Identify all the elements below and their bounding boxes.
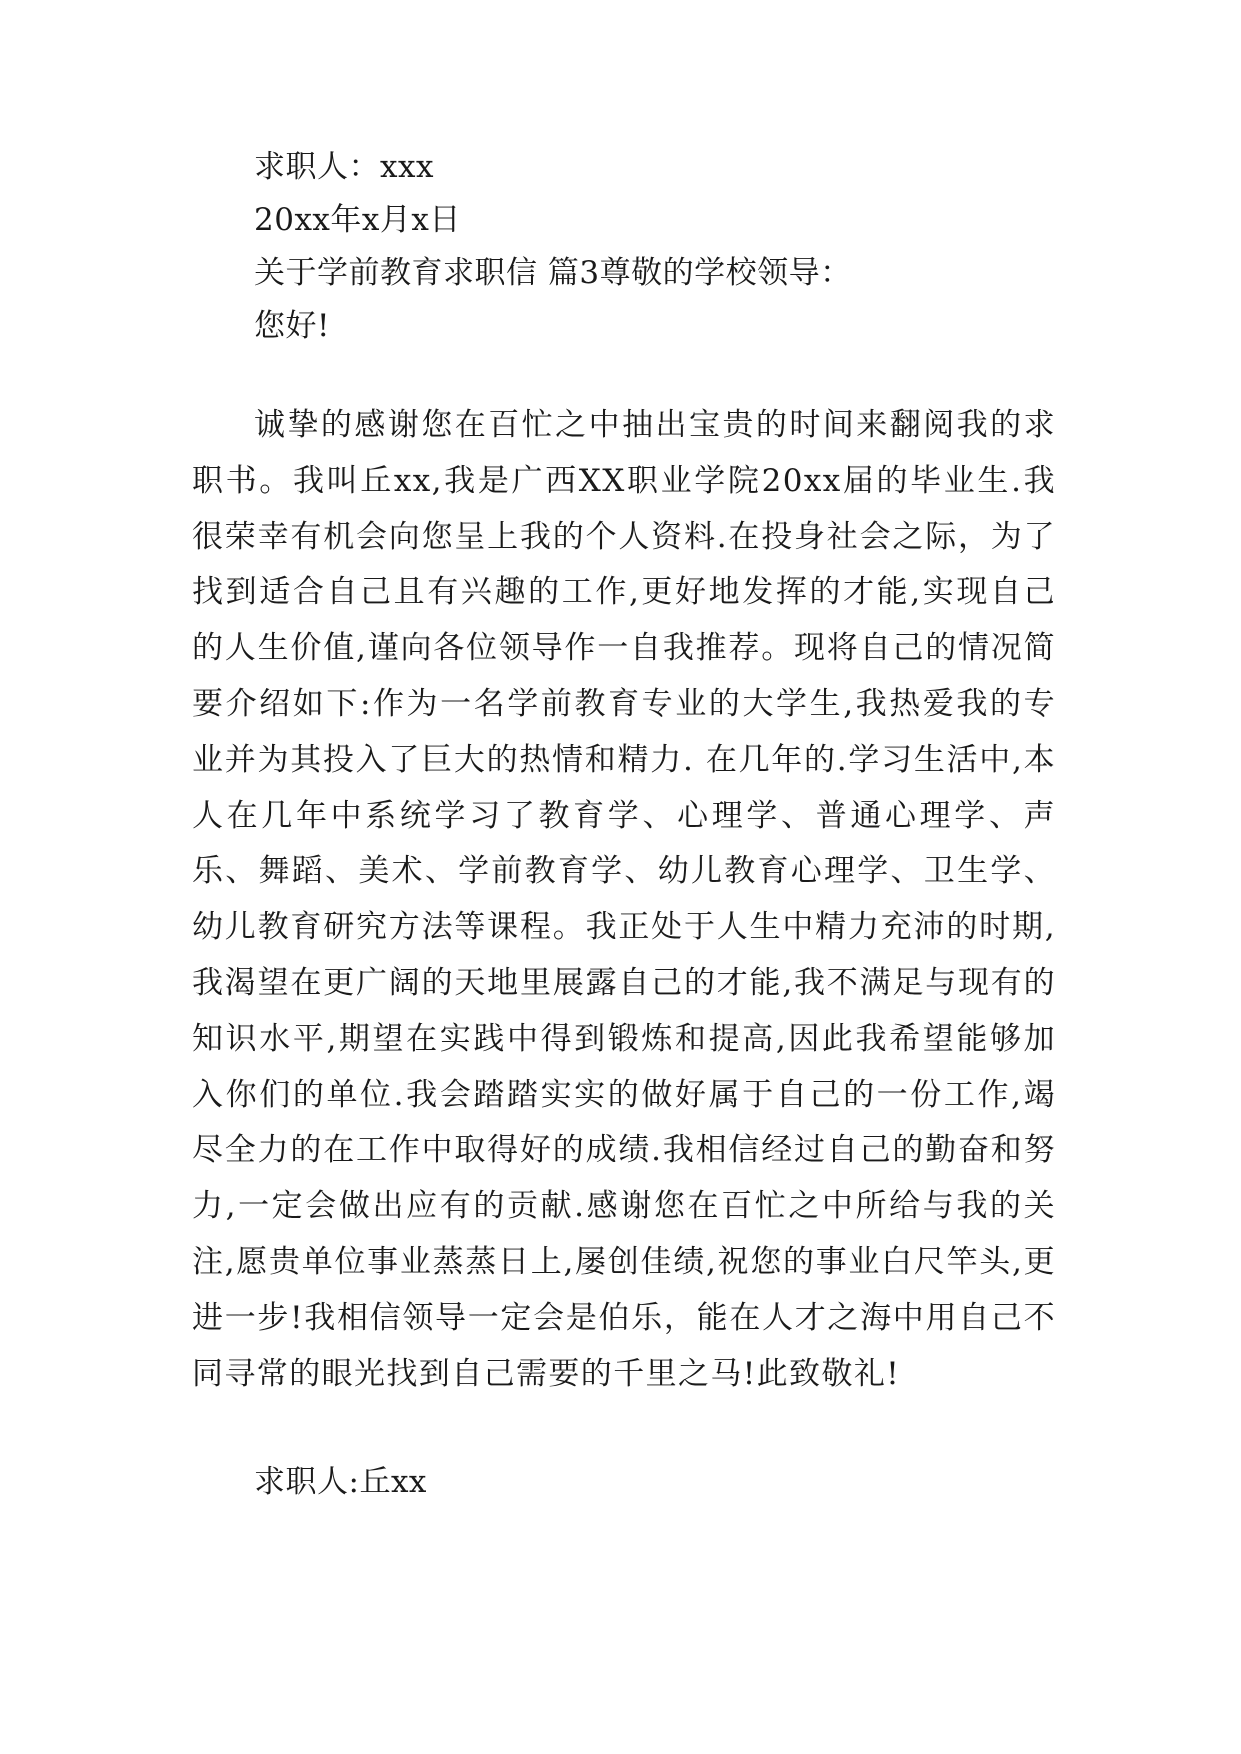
greeting: 您好! <box>254 308 330 344</box>
date-line: 20xx年x月x日 <box>254 202 461 238</box>
signature-bottom: 求职人:丘xx <box>254 1464 427 1500</box>
signature-top: 求职人：xxx <box>254 149 434 185</box>
letter-heading: 关于学前教育求职信 篇3尊敬的学校领导： <box>254 255 852 291</box>
letter-body: 诚挚的感谢您在百忙之中抽出宝贵的时间来翻阅我的求职书。我叫丘xx,我是广西XX职业学院20xx届的毕业生.我很荣幸有机会向您呈上我的个人资料.在投身社会之际，为了找到适合自己且有兴趣的工作,更好地发挥的才能,实现自己的人生价值,谨向各位领导作一自我推荐。现将自己的情况简要介绍如下:作为一名学前教育专业的大学生,我热爱我的专业并为其投入了巨大的热情和精力. 在几年的.学习生活中,本人在几年中系统学习了教育学、心理学、普通心理学、声乐、舞蹈、美术、学前教育学、幼儿教育心理学、卫生学、幼儿教育研究方法等课程。我正处于人生中精力充沛的时期,我渴望在更广阔的天地里展露自己的才能,我不满足与现有的知识水平,期望在实践中得到锻炼和提高,因此我希望能够加入你们的单位.我会踏踏实实的做好属于自己的一份工作,竭尽全力的在工作中取得好的成绩.我相信经过自己的勤奋和努力,一定会做出应有的贡献.感谢您在百忙之中所给与我的关注,愿贵单位事业蒸蒸日上,屡创佳绩,祝您的事业白尺竿头,更进一步!我相信领导一定会是伯乐，能在人才之海中用自己不同寻常的眼光找到自己需要的千里之马!此致敬礼! <box>192 407 1056 1392</box>
